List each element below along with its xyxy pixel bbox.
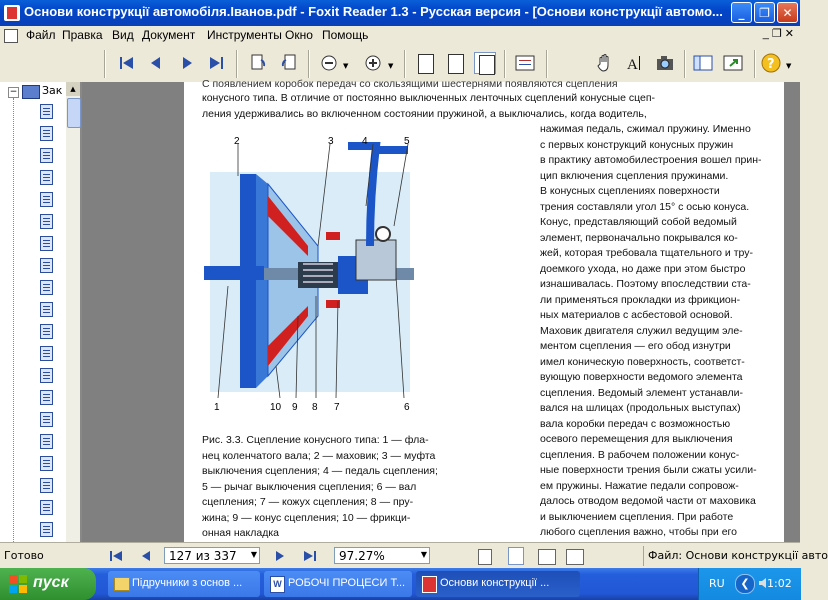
status-last-page-icon[interactable] [302, 548, 318, 564]
menu-view[interactable]: Вид [112, 28, 134, 42]
zoom-in-icon[interactable] [362, 52, 384, 74]
status-bar [0, 542, 828, 569]
fig-label-7: 7 [334, 402, 340, 413]
tree-page-item[interactable] [40, 170, 58, 184]
tree-page-item[interactable] [40, 236, 58, 250]
text-line: цип включения сцепления пружинами. [540, 169, 729, 182]
tree-page-item[interactable] [40, 434, 58, 448]
file-label: Файл: Основи конструкції авто [648, 549, 828, 562]
text-line: сцепления. В рабочем положении конус- [540, 448, 740, 461]
figure-caption-line: 5 — рычаг выключения сцепления; 6 — вал [202, 480, 417, 493]
fullscreen-icon[interactable] [722, 52, 744, 74]
tree-page-item[interactable] [40, 390, 58, 404]
pdf-page [184, 78, 784, 542]
text-line: элемент, первоначально покрывался ко- [540, 231, 738, 244]
text-line: жей, которая требовала тщательного и тру- [540, 247, 753, 259]
fig-label-5: 5 [404, 136, 410, 147]
menu-edit[interactable]: Правка [62, 28, 103, 42]
zoom-out-icon[interactable] [318, 52, 340, 74]
zoom-out-dropdown-icon[interactable]: ▼ [343, 62, 349, 70]
text-line: и выключением сцепления. При работе [540, 510, 734, 523]
text-line: изнашивалась. Поэтому впоследствии ста- [540, 278, 751, 290]
fig-label-1: 1 [214, 402, 220, 413]
menu-tools[interactable]: Инструменты [207, 28, 282, 42]
sidebar-scroll-thumb[interactable] [67, 98, 81, 128]
tree-page-item[interactable] [40, 258, 58, 272]
page-icon [40, 412, 53, 427]
text-line: вался на шлицах (продольных выступах) [540, 402, 741, 414]
figure-caption-line: Рис. 3.3. Сцепление конусного типа: 1 — фла- [202, 434, 429, 446]
zoom-value: 97.27% [339, 549, 385, 563]
page-icon [40, 302, 53, 317]
bookmark-panel-icon[interactable] [692, 52, 714, 74]
text-line: вующую поверхности ведомого элемента [540, 371, 743, 383]
document-view[interactable] [82, 78, 800, 542]
page-icon [40, 522, 53, 537]
language-indicator[interactable]: RU [709, 577, 725, 590]
task-foxit-label: Основи конструкції ... [440, 577, 550, 589]
foxit-app-icon[interactable] [4, 5, 20, 21]
tree-page-item[interactable] [40, 368, 58, 382]
title-bar [0, 0, 800, 26]
rotate-counterclockwise-icon[interactable] [278, 52, 300, 74]
tree-page-item[interactable] [40, 148, 58, 162]
first-page-icon[interactable] [116, 52, 138, 74]
rotate-clockwise-icon[interactable] [247, 52, 269, 74]
tree-page-item[interactable] [40, 302, 58, 316]
text-line: с первых конструкций конусных пружин [540, 138, 734, 151]
text-line: вала коробки передач с возможностью [540, 417, 731, 430]
tree-page-item[interactable] [40, 214, 58, 228]
last-page-icon[interactable] [205, 52, 227, 74]
task-folder[interactable] [108, 571, 260, 597]
zoom-in-dropdown-icon[interactable]: ▼ [388, 62, 394, 70]
page-icon [40, 280, 53, 295]
page-icon [40, 500, 53, 515]
text-line: сцепления. Ведомый элемент устанавли- [540, 386, 744, 399]
fig-label-9: 9 [292, 402, 298, 413]
figure-caption-line: онная накладка [202, 527, 279, 539]
book-icon [22, 85, 40, 99]
clutch-diagram [198, 136, 432, 426]
text-top-line: С появлением коробок передач со скользящими шестернями появляются сцепления [202, 78, 618, 90]
document-menu-icon[interactable] [4, 29, 18, 43]
fig-label-4: 4 [362, 136, 368, 147]
tree-page-item[interactable] [40, 192, 58, 206]
task-folder-label: Підручники з основ ... [132, 577, 243, 589]
tree-page-item[interactable] [40, 500, 58, 514]
menu-bar [0, 26, 800, 44]
page-icon [40, 192, 53, 207]
continuous-facing-icon[interactable] [566, 549, 584, 565]
tree-page-item[interactable] [40, 324, 58, 338]
page-icon [40, 236, 53, 251]
page-icon [40, 368, 53, 383]
page-indicator: 127 из 337 [169, 549, 237, 563]
page-number-field[interactable] [164, 547, 260, 564]
actual-size-icon[interactable] [414, 52, 436, 74]
tray-expand-icon[interactable]: ❮ [735, 574, 755, 594]
text-line: ления удерживались во включенном состоянии пружиной, а выключались, когда водитель, [202, 107, 647, 120]
word-icon: W [270, 576, 285, 593]
page-icon [40, 324, 53, 339]
text-line: доемкого ухода, но даже при этом быстро [540, 262, 746, 275]
fig-label-2: 2 [234, 136, 240, 147]
previous-page-icon[interactable] [145, 52, 167, 74]
help-dropdown-icon[interactable]: ▼ [786, 62, 792, 70]
page-icon [40, 126, 53, 141]
task-foxit[interactable] [416, 571, 580, 597]
window-title: Основи конструкції автомобіля.Іванов.pdf - Foxit Reader 1.3 - Русская версия - [Основи конструкції автомо... [24, 4, 723, 19]
fig-label-3: 3 [328, 136, 334, 147]
foxit-icon [422, 576, 437, 593]
text-line: ных материалов с асбестовой основой. [540, 309, 733, 321]
hand-tool-icon[interactable] [594, 52, 616, 74]
figure-caption-line: выключения сцепления; 4 — педаль сцепления; [202, 465, 438, 477]
zoom-field[interactable] [334, 547, 430, 564]
menu-window[interactable]: Окно [285, 28, 313, 42]
text-line: ли применяться прокладки из фрикцион- [540, 293, 741, 306]
tree-page-item[interactable] [40, 456, 58, 470]
file-label-panel [643, 546, 828, 566]
page-icon [40, 170, 53, 185]
text-line: В конусных сцеплениях поверхности [540, 185, 720, 197]
text-line: нажимая педаль, сжимал пружину. Именно [540, 123, 751, 135]
svg-text:?: ? [767, 57, 775, 72]
single-page-icon[interactable] [478, 549, 492, 565]
sidebar-scrollbar[interactable] [66, 82, 80, 542]
close-button[interactable]: ✕ [777, 2, 798, 23]
text-line: Конус, представляющий собой ведомый [540, 216, 737, 228]
text-line: ные поверхности трения были сжаты усили- [540, 464, 757, 476]
task-word[interactable] [264, 571, 412, 597]
tree-collapse-icon[interactable]: − [9, 87, 18, 97]
scroll-up-icon[interactable]: ▲ [66, 82, 80, 96]
windows-taskbar [0, 568, 800, 600]
tree-page-item[interactable] [40, 126, 58, 140]
text-line: любого сцепления важно, чтобы при его [540, 526, 737, 538]
tree-page-item[interactable] [40, 522, 58, 536]
zoom-dropdown-icon[interactable]: ▼ [420, 550, 427, 559]
bookmarks-sidebar [0, 82, 82, 542]
text-line: ем пружины. Нажатие педали сопровож- [540, 479, 739, 492]
next-page-icon[interactable] [176, 52, 198, 74]
menu-document[interactable]: Документ [142, 28, 196, 42]
text-line: конусного типа. В отличие от постоянно выключенных ленточных сцеплений конусные сцеп- [202, 92, 655, 104]
figure-caption-line: нец коленчатого вала; 2 — маховик; 3 — муфта [202, 449, 436, 462]
snapshot-icon[interactable] [654, 52, 676, 74]
fig-label-8: 8 [312, 402, 318, 413]
mdi-controls[interactable]: _ ❐ ✕ [762, 28, 794, 40]
tree-page-item[interactable] [40, 478, 58, 492]
task-word-label: РОБОЧІ ПРОЦЕСИ Т... [288, 577, 406, 589]
fit-width-icon[interactable] [474, 52, 496, 74]
start-button[interactable] [0, 568, 96, 600]
menu-help[interactable]: Помощь [322, 28, 369, 42]
windows-logo-icon [8, 574, 28, 594]
page-icon [40, 434, 53, 449]
page-icon [40, 456, 53, 471]
status-previous-page-icon[interactable] [138, 548, 154, 564]
text-line: имел коническую поверхность, соответст- [540, 355, 745, 368]
tree-page-item[interactable] [40, 346, 58, 360]
facing-view-icon[interactable] [538, 549, 556, 565]
text-line: в практику автомобилестроения вошел прин- [540, 154, 762, 166]
tree-page-item[interactable] [40, 280, 58, 294]
text-line: трения составляли угол 15° с осью конуса. [540, 200, 750, 213]
tree-page-item[interactable] [40, 104, 58, 118]
page-icon [40, 346, 53, 361]
figure-caption-line: жина; 9 — конус сцепления; 10 — фрикци- [202, 511, 411, 524]
status-first-page-icon[interactable] [108, 548, 124, 564]
page-icon [40, 104, 53, 119]
page-icon [40, 214, 53, 229]
continuous-view-icon[interactable] [508, 547, 524, 565]
minimize-button[interactable]: _ [731, 2, 752, 23]
svg-text:A: A [627, 57, 638, 73]
page-dropdown-icon[interactable]: ▼ [250, 550, 257, 559]
root-bookmark-label[interactable]: Зак [42, 84, 63, 97]
folder-icon [114, 577, 130, 591]
text-line: Маховик двигателя служил ведущим эле- [540, 324, 743, 337]
system-tray [698, 568, 801, 600]
text-line: осевого перемещения для выключения [540, 433, 733, 445]
page-icon [40, 148, 53, 163]
text-select-icon[interactable] [624, 52, 646, 74]
page-icon [40, 390, 53, 405]
continuous-page-icon[interactable] [514, 52, 536, 74]
text-line: ментом сцепления — его обод изнутри [540, 340, 731, 352]
text-line: далось отводом ведомой части от маховика [540, 495, 756, 507]
help-icon[interactable] [760, 52, 782, 74]
status-next-page-icon[interactable] [272, 548, 288, 564]
tree-page-item[interactable] [40, 412, 58, 426]
menu-file[interactable]: Файл [26, 28, 56, 42]
page-icon [40, 478, 53, 493]
fig-label-6: 6 [404, 402, 410, 413]
restore-button[interactable]: ❐ [754, 2, 775, 23]
start-label: пуск [33, 574, 69, 591]
fig-label-10: 10 [270, 402, 282, 413]
fit-page-icon[interactable] [444, 52, 466, 74]
clock: 1:02 [767, 577, 792, 590]
page-icon [40, 258, 53, 273]
figure-caption-line: сцепления; 7 — кожух сцепления; 8 — пру- [202, 496, 414, 508]
status-ready: Готово [4, 549, 44, 562]
